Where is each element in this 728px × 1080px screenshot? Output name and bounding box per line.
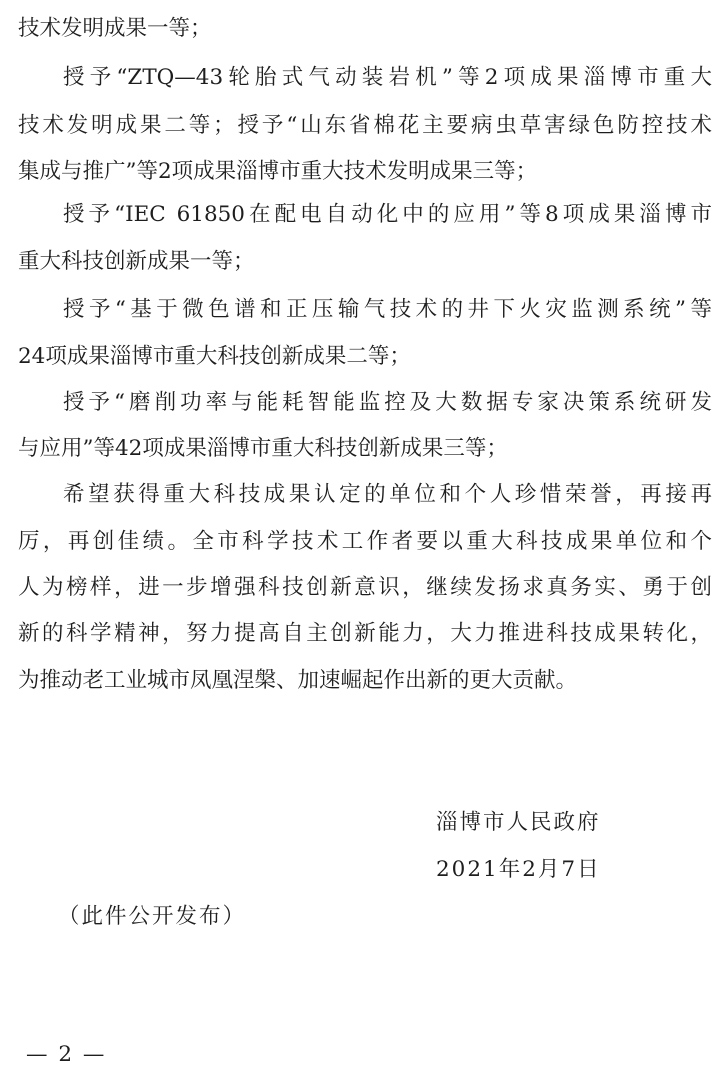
body-line: 与应用”等42项成果淄博市重大科技创新成果三等； [18,436,508,461]
body-line: 授予“磨削功率与能耗智能监控及大数据专家决策系统研发 [63,390,712,415]
body-line: 授予“基于微色谱和正压输气技术的井下火灾监测系统”等 [63,297,712,322]
body-line: 为推动老工业城市凤凰涅槃、加速崛起作出新的更大贡献。 [18,668,578,693]
issuing-organization: 淄博市人民政府 [436,810,601,835]
body-line: 24项成果淄博市重大科技创新成果二等； [18,344,411,369]
body-line: 希望获得重大科技成果认定的单位和个人珍惜荣誉，再接再 [63,482,712,507]
body-line: 人为榜样，进一步增强科技创新意识，继续发扬求真务实、勇于创 [18,575,712,600]
body-line: 厉，再创佳绩。全市科学技术工作者要以重大科技成果单位和个 [18,529,712,554]
body-line: 新的科学精神，努力提高自主创新能力，大力推进科技成果转化， [18,621,712,646]
page-number: — 2 — [26,1042,107,1067]
body-line: 技术发明成果二等；授予“山东省棉花主要病虫草害绿色防控技术 [18,113,712,138]
body-line: 授予“ZTQ—43轮胎式气动装岩机”等2项成果淄博市重大 [63,65,712,90]
body-line: 集成与推广”等2项成果淄博市重大技术发明成果三等； [18,159,538,184]
body-line: 重大科技创新成果一等； [18,249,255,274]
body-line: 授予“IEC 61850在配电自动化中的应用”等8项成果淄博市 [63,202,712,227]
publication-note: （此件公开发布） [58,904,247,929]
body-line: 技术发明成果一等； [18,16,212,41]
issue-date: 2021年2月7日 [436,857,601,882]
